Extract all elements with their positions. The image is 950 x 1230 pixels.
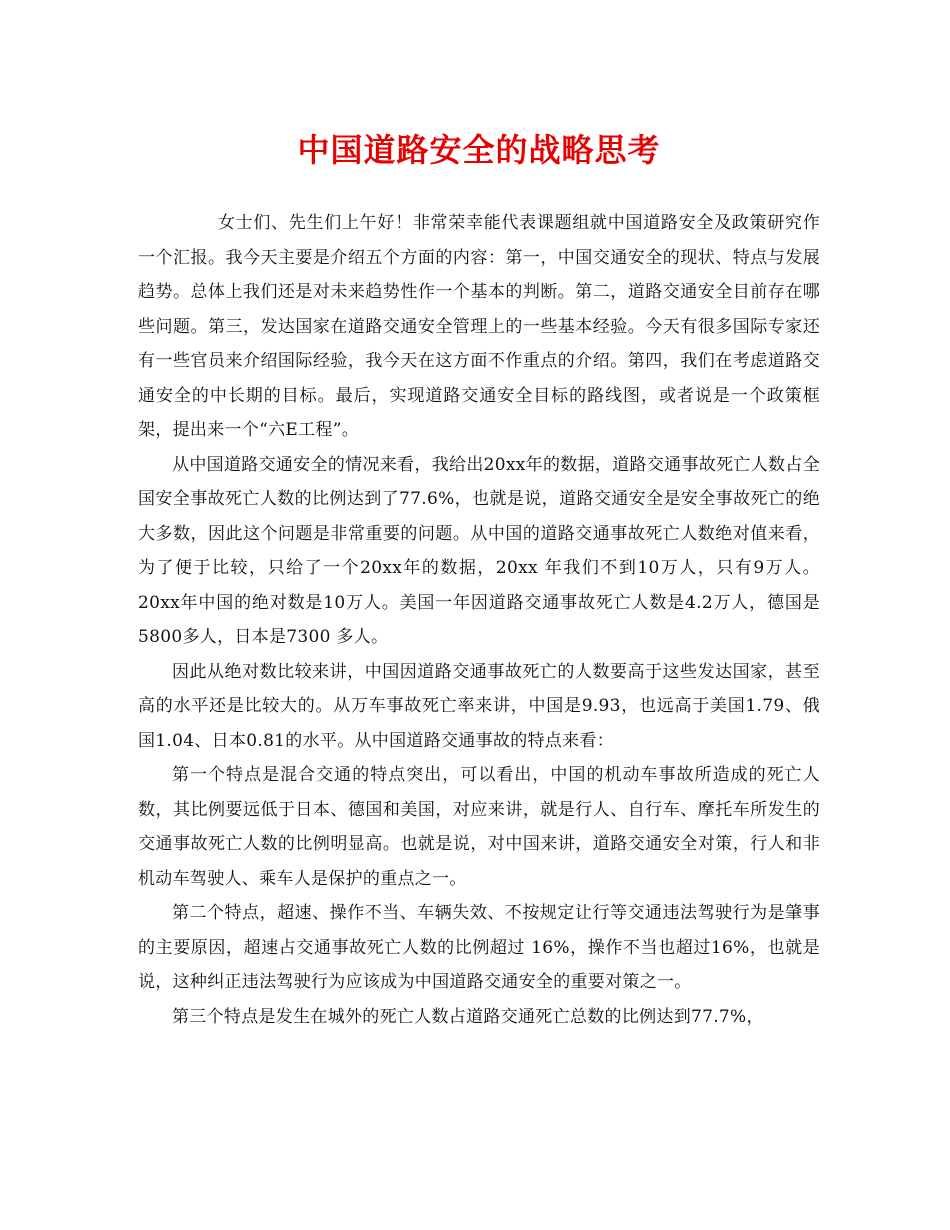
paragraph-statistics: 从中国道路交通安全的情况来看，我给出20xx年的数据，道路交通事故死亡人数占全国安全事故死亡人数的比例达到了77.6%，也就是说，道路交通安全是安全事故死亡的绝大多数，因此这个问题是非常重要的问题。从中国的道路交通事故死亡人数绝对值来看，为了便于比较，只给了一个20xx年的数据，20xx 年我们不到10万人，只有9万人。20xx年中国的绝对数是10万人。美国一年因道路交通事故死亡人数是4.2万人，德国是5800多人，日本是7300 多人。 [138, 454, 820, 647]
paragraph-feature-two: 第二个特点，超速、操作不当、车辆失效、不按规定让行等交通违法驾驶行为是肇事的主要原因，超速占交通事故死亡人数的比例超过 16%，操作不当也超过16%，也就是说，这种纠正违法驾驶行为应该成为中国道路交通安全的重要对策之一。 [138, 903, 820, 992]
paragraph-feature-one: 第一个特点是混合交通的特点突出，可以看出，中国的机动车事故所造成的死亡人数，其比例要远低于日本、德国和美国，对应来讲，就是行人、自行车、摩托车所发生的交通事故死亡人数的比例明显高。也就是说，对中国来讲，道路交通安全对策，行人和非机动车驾驶人、乘车人是保护的重点之一。 [138, 765, 820, 889]
document-body [138, 206, 820, 1034]
document-title: 中国道路安全的战略思考 [297, 131, 661, 169]
paragraph-comparison: 因此从绝对数比较来讲，中国因道路交通事故死亡的人数要高于这些发达国家，甚至高的水平还是比较大的。从万车事故死亡率来讲，中国是9.93，也远高于美国1.79、俄国1.04、日本0.81的水平。从中国道路交通事故的特点来看： [138, 661, 820, 751]
paragraph-intro: 女士们、先生们上午好！非常荣幸能代表课题组就中国道路安全及政策研究作一个汇报。我今天主要是介绍五个方面的内容：第一，中国交通安全的现状、特点与发展趋势。总体上我们还是对未来趋势性作一个基本的判断。第二，道路交通安全目前存在哪些问题。第三，发达国家在道路交通安全管理上的一些基本经验。今天有很多国际专家还有一些官员来介绍国际经验，我今天在这方面不作重点的介绍。第四，我们在考虑道路交通安全的中长期的目标。最后，实现道路交通安全目标的路线图，或者说是一个政策框架，提出来一个“六E工程”。 [138, 213, 820, 440]
paragraph-feature-three: 第三个特点是发生在城外的死亡人数占道路交通死亡总数的比例达到77.7%， [172, 1006, 764, 1027]
